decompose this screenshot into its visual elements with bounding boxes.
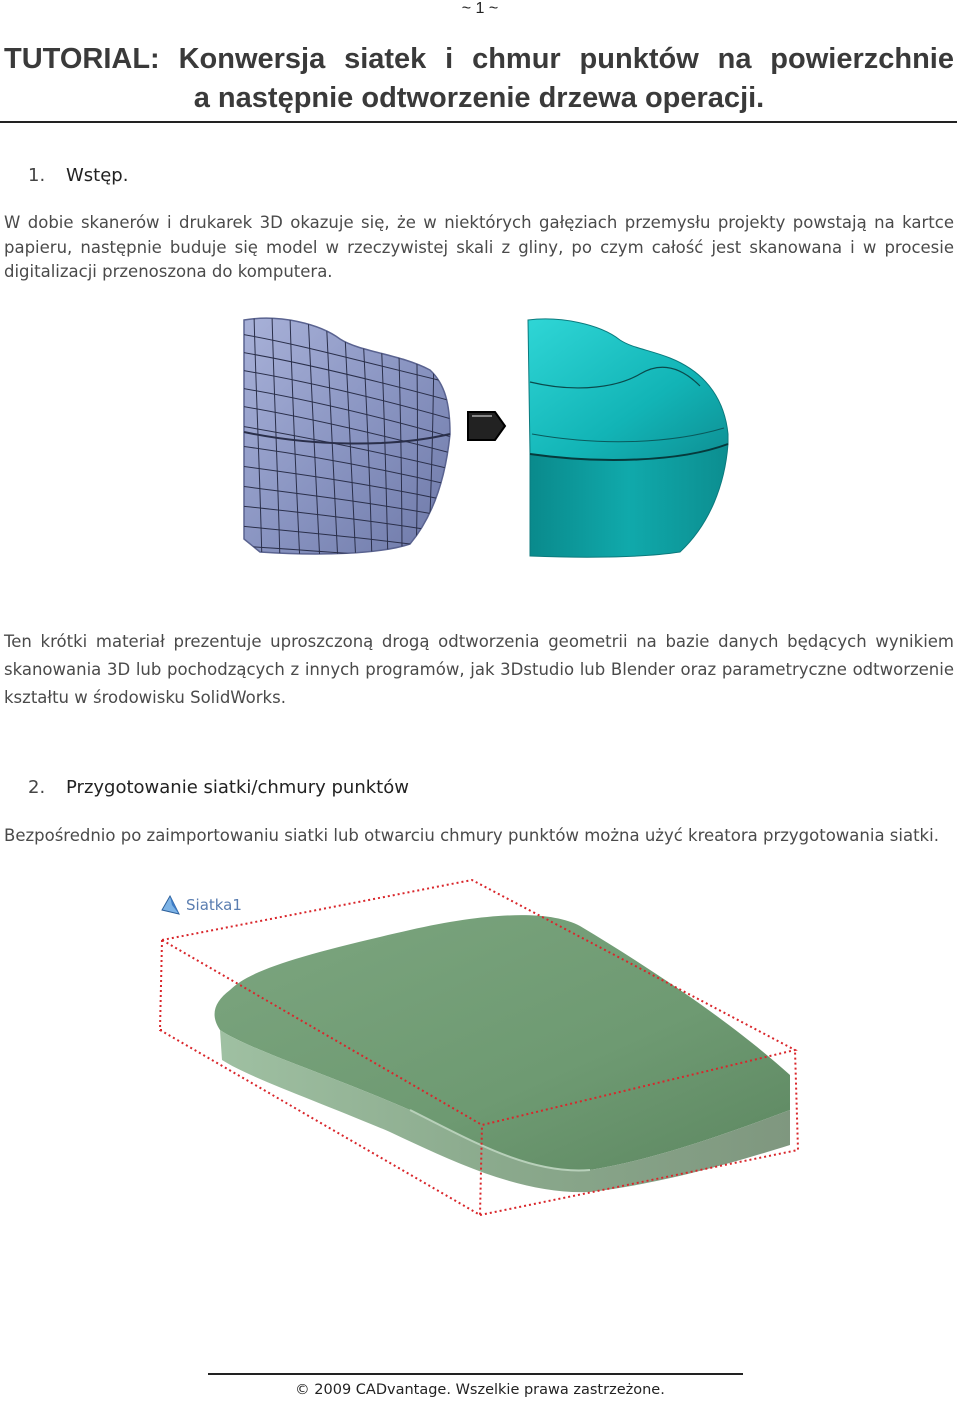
figure-mesh-to-surface bbox=[240, 314, 740, 564]
section-2-paragraph-1: Bezpośrednio po zaimportowaniu siatki lub otwarciu chmury punktów można użyć kreatora przygotowania siatki. bbox=[4, 826, 939, 845]
section-2-heading bbox=[28, 777, 409, 798]
section-2-number: 2. bbox=[28, 777, 46, 798]
page-title bbox=[4, 40, 954, 118]
mesh-feature-label[interactable]: Siatka1 bbox=[186, 896, 242, 914]
arrow-right-icon bbox=[468, 412, 505, 440]
title-line-1: TUTORIAL: Konwersja siatek i chmur punktów na powierzchnie bbox=[4, 43, 954, 75]
footer-divider bbox=[208, 1373, 743, 1375]
mesh-body bbox=[215, 915, 790, 1192]
surface-object bbox=[528, 319, 728, 557]
section-1-paragraph-1: W dobie skanerów i drukarek 3D okazuje się, że w niektórych gałęziach przemysłu projekty powstają na kartce papieru, następnie buduje się model w rzeczywistej skali z gliny, po czym całość jest skanowana i w procesie digitalizacji przenoszona do komputera. bbox=[4, 213, 954, 281]
section-1-heading bbox=[28, 165, 128, 186]
mesh-object bbox=[240, 314, 455, 564]
footer-copyright: © 2009 CADvantage. Wszelkie prawa zastrzeżone. bbox=[295, 1382, 665, 1398]
section-1-paragraph-2: Ten krótki materiał prezentuje uproszczoną drogą odtworzenia geometrii na bazie danych będących wynikiem skanowania 3D lub pochodzących z innych programów, jak 3Dstudio lub Blender oraz parametryczne odtworzenie kształtu w środowisku SolidWorks. bbox=[4, 632, 954, 707]
title-line-2: a następnie odtworzenie drzewa operacji. bbox=[193, 82, 765, 114]
figure-mesh-bounding-box bbox=[150, 870, 810, 1220]
mesh-icon bbox=[162, 896, 179, 914]
title-divider bbox=[0, 121, 957, 123]
section-1-title: Wstęp. bbox=[66, 165, 129, 186]
section-2-title: Przygotowanie siatki/chmury punktów bbox=[66, 777, 409, 798]
section-1-number: 1. bbox=[28, 165, 46, 186]
page-number: ~ 1 ~ bbox=[461, 0, 499, 17]
